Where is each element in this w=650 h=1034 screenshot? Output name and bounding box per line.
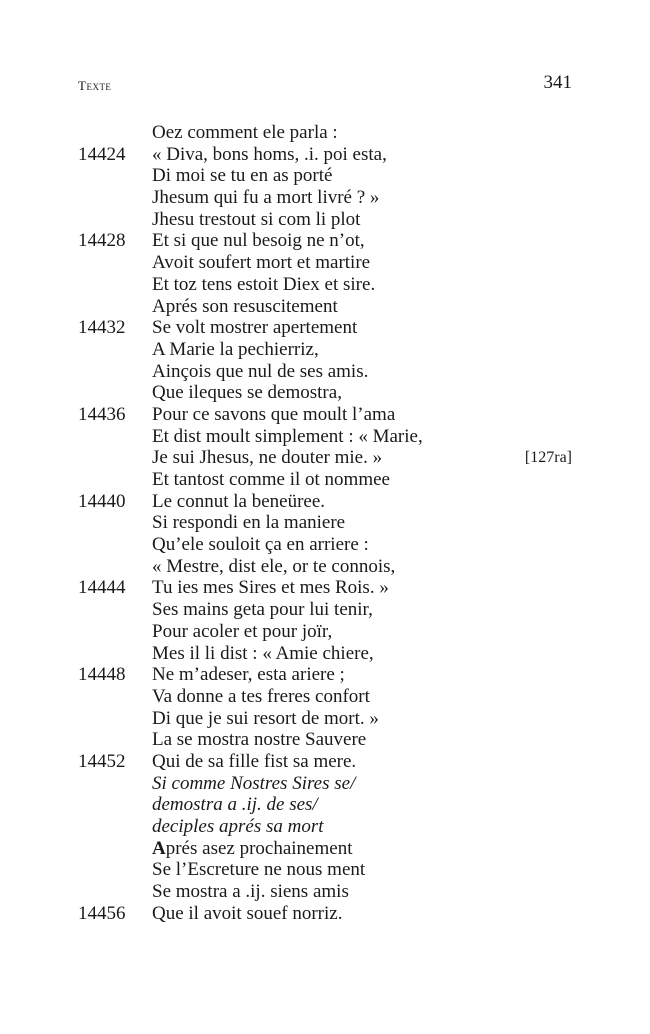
line-number: 14444 [78,577,126,599]
initial-letter: A [152,837,166,859]
verse-line [0,643,650,665]
verse-line [0,230,650,252]
verse-text: Qu’ele souloit ça en arriere : [152,534,369,556]
verse-line [0,729,650,751]
verse-line [0,317,650,339]
page-number: 341 [543,72,572,93]
line-number: 14452 [78,750,126,772]
verse-line [0,404,650,426]
verse-line [0,751,650,773]
verse-line [0,838,650,860]
verse-text: Si comme Nostres Sires se/ [152,772,356,794]
verse-line [0,187,650,209]
verse-text: Que ileques se demostra, [152,382,342,404]
verse-text: « Diva, bons homs, .i. poi esta, [152,143,387,165]
verse-line [0,426,650,448]
verse-text: Si respondi en la maniere [152,512,346,534]
verse-text: Jhesu trestout si com li plot [152,208,361,230]
verse-line [0,859,650,881]
verse-line [0,664,650,686]
verse-text: Ainçois que nul de ses amis. [152,360,369,382]
verse-text: Jhesum qui fu a mort livré ? » [152,187,380,209]
verse-line [0,165,650,187]
verse-line [0,881,650,903]
running-head: Texte [78,78,112,93]
verse-text: Je sui Jhesus, ne douter mie. » [152,447,383,469]
line-number: 14440 [78,490,126,512]
verse-text: Se mostra a .ij. siens amis [152,881,349,903]
verse-text: Avoit soufert mort et martire [152,252,371,274]
verse-line [0,577,650,599]
verse-text: Que il avoit souef norriz. [152,902,343,924]
verse-text: Va donne a tes freres confort [152,685,370,707]
verse-line [0,903,650,925]
verse-line [0,556,650,578]
line-number: 14432 [78,317,126,339]
verse-line [0,382,650,404]
verse-text: Mes il li dist : « Amie chiere, [152,642,374,664]
verse-line [0,122,650,144]
verse-text: Et tantost comme il ot nommee [152,469,390,490]
line-number: 14448 [78,664,126,686]
verse-text: Pour acoler et pour joïr, [152,620,333,642]
verse-line [0,708,650,730]
verse-line [0,599,650,621]
verse-text: demostra a .ij. de ses/ [152,794,318,816]
verse-text [152,838,352,860]
line-number: 14436 [78,403,126,425]
verse-text: Tu ies mes Sires et mes Rois. » [152,577,389,599]
verse-line [0,144,650,166]
verse-text: Ses mains geta pour lui tenir, [152,599,373,621]
verse-text: Aprés son resuscitement [152,295,338,317]
rubric-line [0,816,650,838]
line-number: 14428 [78,230,126,252]
verse-line [0,296,650,318]
verse-text: Et dist moult simplement : « Marie, [152,425,423,447]
verse-text: deciples aprés sa mort [152,816,324,837]
line-number: 14456 [78,902,126,924]
verse-line [0,361,650,383]
verse-text: Se volt mostrer apertement [152,317,358,339]
verse-text: Se l’Escreture ne nous ment [152,859,366,881]
verse-text: Di que je sui resort de mort. » [152,707,379,729]
verse-line [0,621,650,643]
verse-text: Qui de sa fille fist sa mere. [152,750,357,772]
verse-text: Le connut la beneüree. [152,490,326,512]
verse-text: Oez comment ele parla : [152,122,338,143]
verse-text: Ne m’adeser, esta ariere ; [152,664,345,686]
verse-text: Pour ce savons que moult l’ama [152,403,396,425]
verse-text: Di moi se tu en as porté [152,165,333,187]
verse-line [0,534,650,556]
rubric-line [0,773,650,795]
verse-line [0,686,650,708]
verse-text: Et toz tens estoit Diex et sire. [152,273,376,295]
rubric-line [0,794,650,816]
line-number: 14424 [78,143,126,165]
verse-text-rest: prés asez prochainement [165,837,353,859]
verse-line [0,491,650,513]
verse-line [0,512,650,534]
verse-line [0,209,650,231]
folio-marker: [127ra] [524,449,572,467]
verse-line [0,469,650,491]
verse-text: « Mestre, dist ele, or te connois, [152,555,396,577]
verse-text: A Marie la pechierriz, [152,338,319,360]
verse-line [0,339,650,361]
verse-line [0,274,650,296]
verse-text: Et si que nul besoig ne n’ot, [152,230,365,252]
poem-text-block [0,122,650,924]
verse-text: La se mostra nostre Sauvere [152,729,367,751]
verse-line [0,252,650,274]
verse-line [0,447,650,469]
